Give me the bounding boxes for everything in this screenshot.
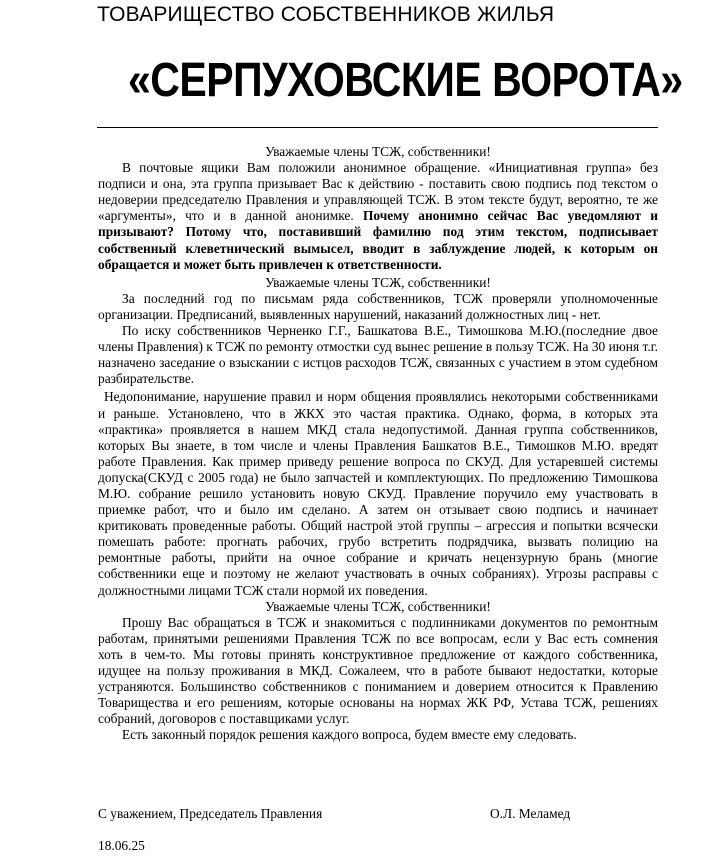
- letter-date: 18.06.25: [98, 838, 145, 853]
- paragraph-violations: Недопонимание, нарушение правил и норм общения проявлялись некоторыми собственниками и раньше. Установлено, что в ЖКХ это частая практика. Однако, форма, в которых эта «практика» проявляется в нашем МКД стала недопустимой. Данная группа собственников, которых Вы знаете, в том числе и члены Правления Башкатов В.Е., Тимошков М.Ю. вредят работе Правления. Как пример приведу решение вопроса по СКУД. Для устаревшей системы допуска(СКУД с 2005 года) не было запчастей и комплектующих. По предложению Тимошкова М.Ю. собрание решило установить новую СКУД. Правление поручило ему участвовать в приемке работ, что и было им сделано. А затем он отзывает свою подпись и начинает критиковать проведенные работы. Общий настрой этой группы – агрессия и попытки всячески помешать работе: прогнать рабочих, грубо встретить подрядчика, вызвать полицию на ремонтные работы, прийти на очное собрание и кричать нецензурную брань (многие собственники еще и поэтому не желают участвовать в очных собраниях). Угрозы расправы с должностными лицами ТСЖ стали нормой их поведения.: [98, 389, 658, 598]
- letter-body: [98, 144, 658, 743]
- organization-name: «СЕРПУХОВСКИЕ ВОРОТА»: [128, 52, 683, 107]
- greeting-first: Уважаемые члены ТСЖ, собственники!: [265, 144, 491, 159]
- greeting-third: Уважаемые члены ТСЖ, собственники!: [265, 598, 491, 614]
- paragraph-inspections: За последний год по письмам ряда собственников, ТСЖ проверяли уполномоченные организации. Предписаний, выявленных нарушений, наказаний должностных лиц - нет.: [98, 290, 658, 322]
- greeting-second: Уважаемые члены ТСЖ, собственники!: [265, 274, 491, 290]
- paragraph-anonymous-appeal-text: В почтовые ящики Вам положили анонимное обращение. «Инициативная группа» без подписи и она, эта группа призывает Вас к действию - поставить свою подпись под текстом о недоверии председателю Правления и управляющей ТСЖ. В этом тексте будут, вероятно, те же «аргументы», что и в данной анонимке.: [98, 160, 658, 224]
- paragraph-lawsuit: По иску собственников Черненко Г.Г., Башкатова В.Е., Тимошкова М.Ю.(последние двое члены Правления) к ТСЖ по ремонту отмостки суд вынес решение в пользу ТСЖ. На 30 июня т.г. назначено заседание о взыскании с истцов расходов ТСЖ, связанных с участием в этом судебном разбирательстве.: [98, 323, 658, 387]
- header-divider: [97, 127, 658, 128]
- signature-name: О.Л. Меламед: [490, 806, 571, 821]
- paragraph-procedure: Есть законный порядок решения каждого вопроса, будем вместе ему следовать.: [122, 727, 577, 743]
- organization-type: ТОВАРИЩЕСТВО СОБСТВЕННИКОВ ЖИЛЬЯ: [97, 3, 555, 26]
- paragraph-request: Прошу Вас обращаться в ТСЖ и знакомиться с подлинниками документов по ремонтным работам, принятыми решениями Правления ТСЖ по все вопросам, если у Вас есть сомнения хоть в чем-то. Мы готовы принять конструктивное предложение от каждого собственника, идущее на пользу проживания в МКД. Сожалеем, что в работе бывают недостатки, которые устраняются. Большинство собственников с пониманием и доверием относится к Правлению Товарищества и его решениям, которые основаны на нормах ЖК РФ, Устава ТСЖ, решениях собраний, договоров с поставщиками услуг.: [98, 614, 658, 727]
- paragraph-anonymous-appeal-bold: Почему анонимно сейчас Вас уведомляют и призывают? Потому что, поставивший фамилию под этим текстом, подписывает собственный клеветнический вымысел, вводит в заблуждение людей, к которым он обращается и может быть привлечен к ответственности.: [98, 208, 658, 272]
- signature-closing: С уважением, Председатель Правления: [98, 806, 323, 821]
- paragraph-anonymous-appeal: [98, 160, 658, 273]
